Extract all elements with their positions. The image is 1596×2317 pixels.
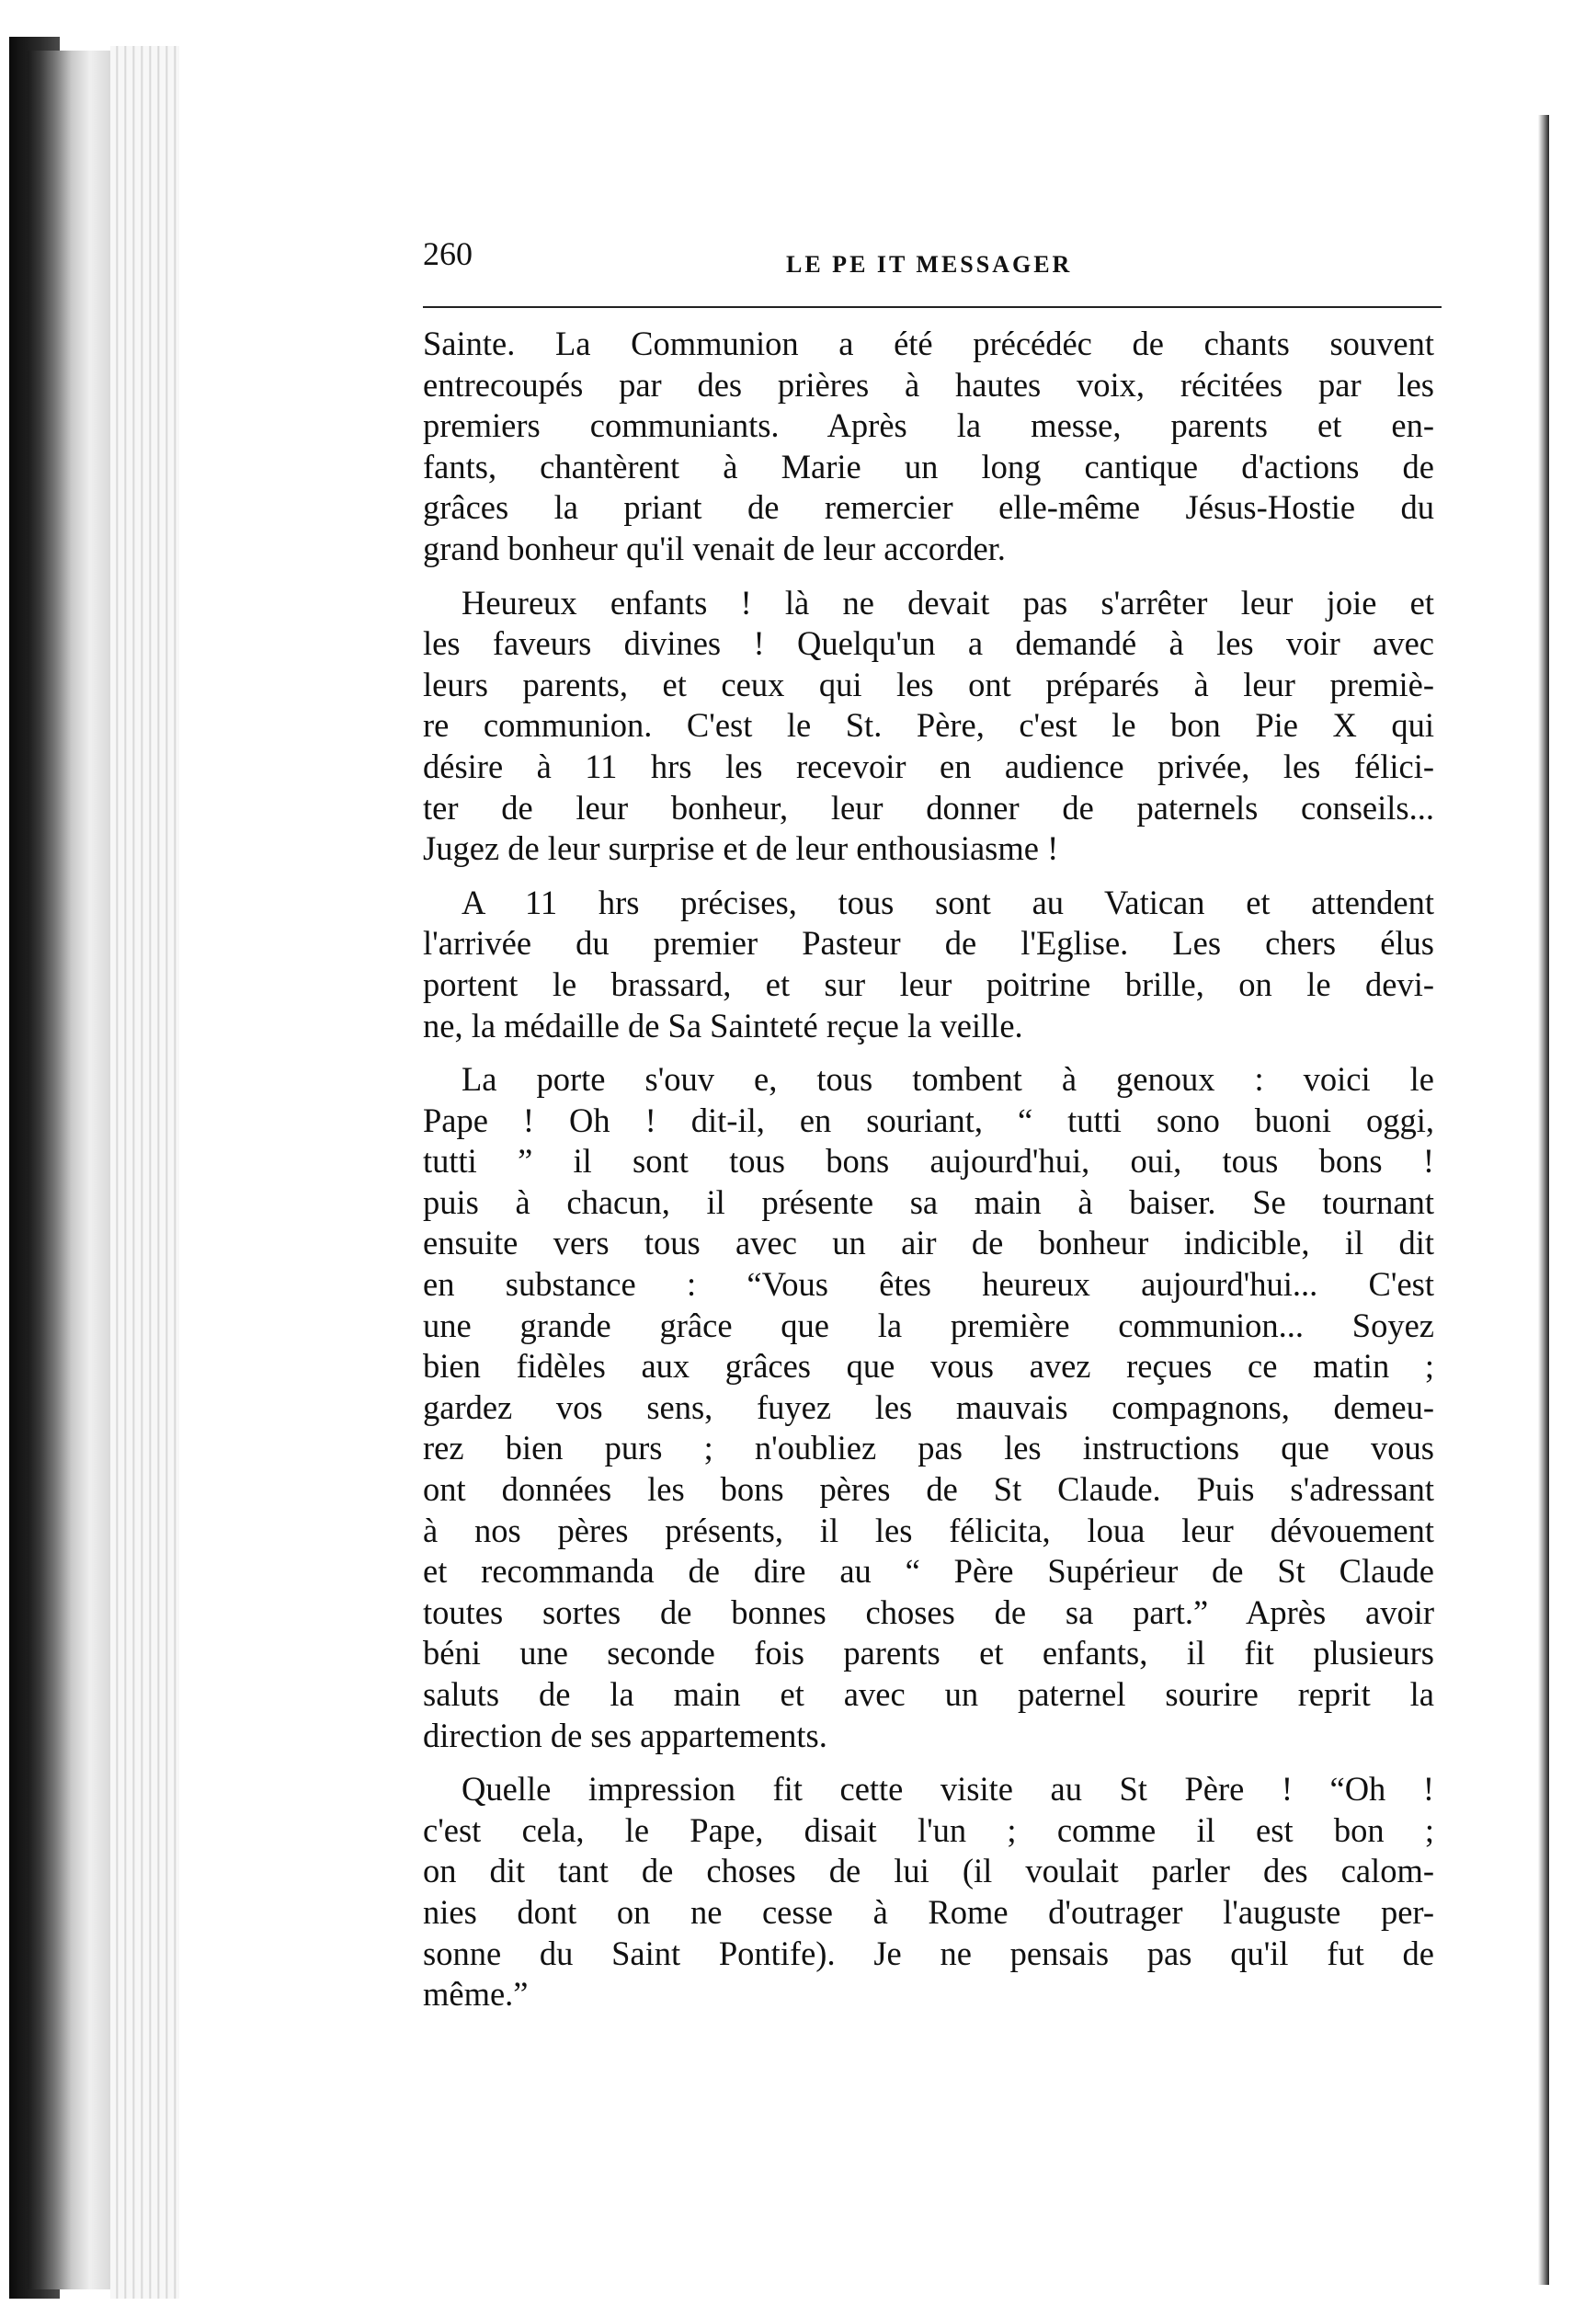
paragraph: [423, 324, 1434, 570]
text-line: en substance : “Vous êtes heureux aujourd'hui... C'est: [423, 1265, 1434, 1304]
text-line: entrecoupés par des prières à hautes voix, récitées par les: [423, 365, 1434, 404]
text-line: premiers communiants. Après la messe, parents et en-: [423, 406, 1434, 445]
text-line: tutti ” il sont tous bons aujourd'hui, oui, tous bons !: [423, 1142, 1434, 1181]
text-line: et recommanda de dire au “ Père Supérieur de St Claude: [423, 1552, 1434, 1591]
text-line: nies dont on ne cesse à Rome d'outrager l'auguste per-: [423, 1892, 1434, 1931]
text-line: l'arrivée du premier Pasteur de l'Eglise. Les chers élus: [423, 924, 1434, 963]
text-line: même.”: [423, 1975, 529, 2014]
text-line: toutes sortes de bonnes choses de sa part.” Après avoir: [423, 1592, 1434, 1631]
text-line: béni une seconde fois parents et enfants, il fit plusieurs: [423, 1634, 1434, 1672]
paragraph: [423, 1059, 1434, 1756]
text-line: désire à 11 hrs les recevoir en audience privée, les félici-: [423, 747, 1434, 785]
text-line: leurs parents, et ceux qui les ont préparés à leur premiè-: [423, 665, 1434, 703]
text-line: les faveurs divines ! Quelqu'un a demandé à les voir avec: [423, 624, 1434, 663]
text-line: on dit tant de choses de lui (il voulait parler des calom-: [423, 1852, 1434, 1890]
text-line: fants, chantèrent à Marie un long cantique d'actions de: [423, 447, 1434, 485]
text-line: ter de leur bonheur, leur donner de paternels conseils...: [423, 788, 1434, 827]
paragraph: [423, 583, 1434, 870]
text-line: ensuite vers tous avec un air de bonheur indicible, il dit: [423, 1224, 1434, 1262]
paragraph: [423, 883, 1434, 1046]
text-line: re communion. C'est le St. Père, c'est le bon Pie X qui: [423, 706, 1434, 745]
text-line: saluts de la main et avec un paternel sourire reprit la: [423, 1675, 1434, 1713]
text-line: Jugez de leur surprise et de leur enthousiasme !: [423, 829, 1059, 868]
text-line: Pape ! Oh ! dit-il, en souriant, “ tutti sono buoni oggi,: [423, 1101, 1434, 1139]
text-line: rez bien purs ; n'oubliez pas les instructions que vous: [423, 1429, 1434, 1467]
text-line: direction de ses appartements.: [423, 1716, 827, 1754]
text-line: Quelle impression fit cette visite au St Père ! “Oh !: [462, 1770, 1434, 1809]
running-title: LE PE IT MESSAGER: [786, 251, 1073, 278]
text-line: portent le brassard, et sur leur poitrine brille, on le devi-: [423, 964, 1434, 1003]
text-line: une grande grâce que la première communion... Soyez: [423, 1306, 1434, 1344]
text-line: gardez vos sens, fuyez les mauvais compagnons, demeu-: [423, 1387, 1434, 1426]
page-header: [423, 234, 1443, 317]
text-line: Sainte. La Communion a été précédéc de chants souvent: [423, 325, 1434, 362]
text-line: ne, la médaille de Sa Sainteté reçue la veille.: [423, 1006, 1023, 1044]
body-text: [423, 324, 1434, 2015]
page-right-edge: [1538, 115, 1549, 2285]
page-number: 260: [423, 235, 473, 272]
text-line: grâces la priant de remercier elle-même Jésus-Hostie du: [423, 488, 1434, 527]
text-line: La porte s'ouv e, tous tombent à genoux : voici le: [462, 1060, 1434, 1099]
header-rule: [423, 306, 1442, 308]
text-line: grand bonheur qu'il venait de leur accorder.: [423, 529, 1006, 567]
text-line: à nos pères présents, il les félicita, loua leur dévouement: [423, 1511, 1434, 1549]
text-line: bien fidèles aux grâces que vous avez reçues ce matin ;: [423, 1347, 1434, 1386]
text-line: sonne du Saint Pontife). Je ne pensais pas qu'il fut de: [423, 1934, 1434, 1972]
paragraph: [423, 1769, 1434, 2015]
text-line: c'est cela, le Pape, disait l'un ; comme il est bon ;: [423, 1810, 1434, 1849]
text-line: puis à chacun, il présente sa main à baiser. Se tournant: [423, 1182, 1434, 1221]
text-line: Heureux enfants ! là ne devait pas s'arrêter leur joie et: [462, 583, 1434, 622]
text-line: A 11 hrs précises, tous sont au Vatican et attendent: [462, 883, 1434, 921]
page-stack-edges: [110, 46, 184, 2299]
text-line: ont données les bons pères de St Claude. Puis s'adressant: [423, 1470, 1434, 1509]
